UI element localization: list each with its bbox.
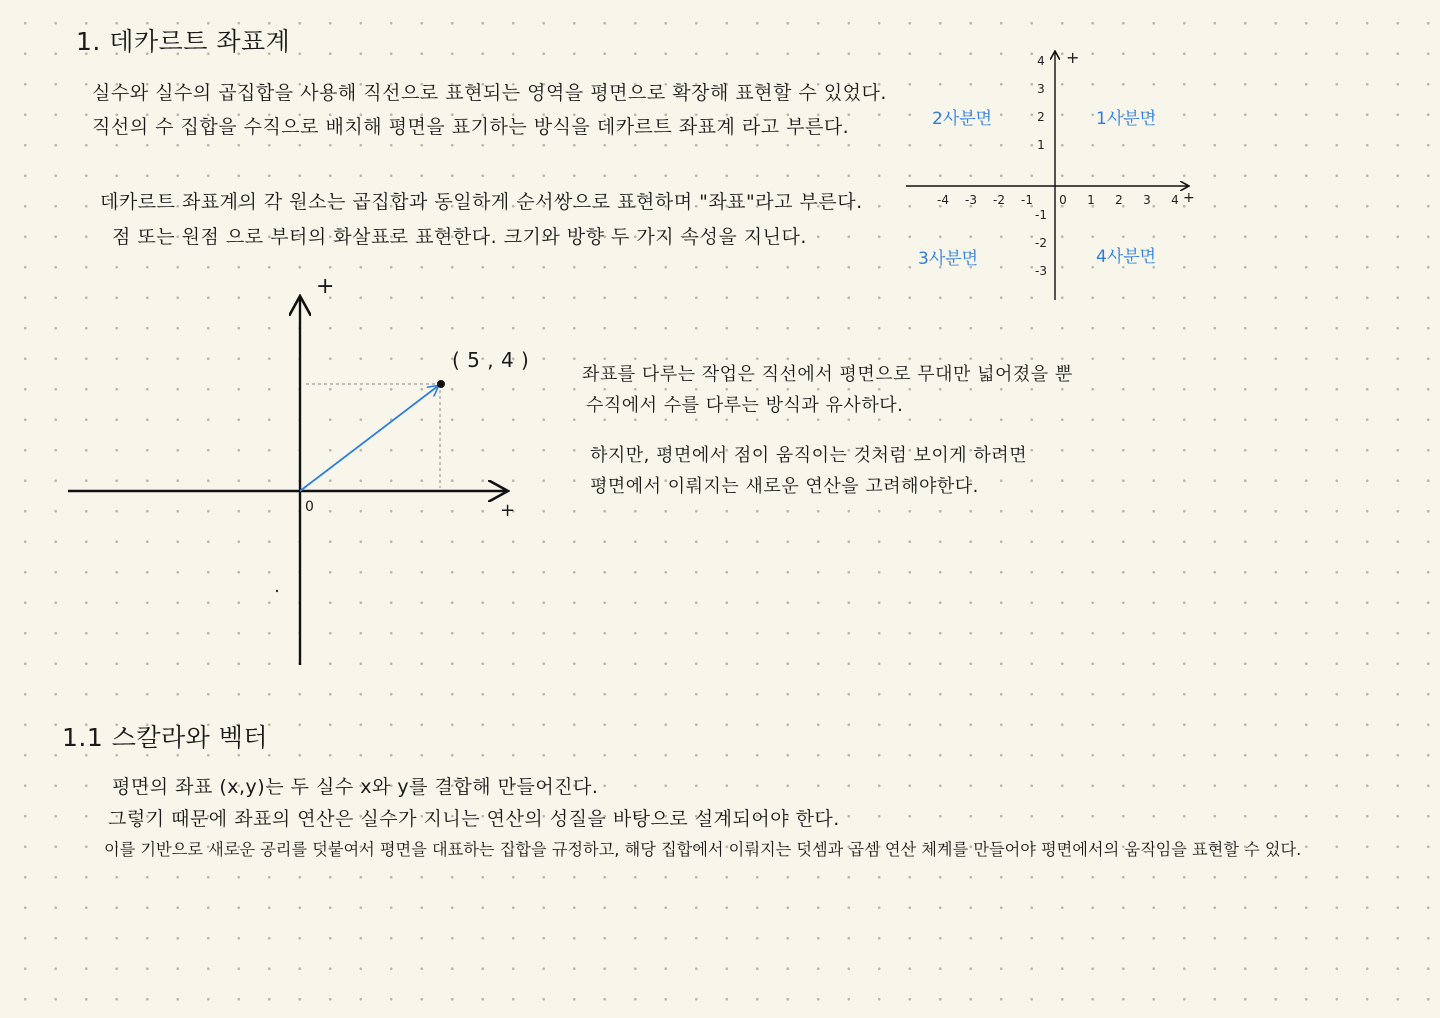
paragraph-line: 실수와 실수의 곱집합을 사용해 직선으로 표현되는 영역을 평면으로 확장해 표현할 수 있었다. xyxy=(92,82,887,104)
paragraph-line: 직선의 수 집합을 수직으로 배치해 평면을 표기하는 방식을 데카르트 좌표계 라고 부른다. xyxy=(92,116,850,138)
quadrant-2-label: 2사분면 xyxy=(932,109,993,129)
vector-y-axis-label: + xyxy=(316,274,335,299)
paragraph-line: 이를 기반으로 새로운 공리를 덧붙여서 평면을 대표하는 집합을 규정하고, 해당 집합에서 이뤄지는 덧셈과 곱셈 연산 체계를 만들어야 평면에서의 움직임을 표현할 수 있다. xyxy=(104,840,1302,859)
y-tick-label: -1 xyxy=(1035,208,1047,222)
x-tick-label: 3 xyxy=(1143,193,1151,207)
vector-x-axis-label: + xyxy=(500,500,516,521)
quadrant-3-label: 3사분면 xyxy=(918,249,979,269)
x-tick-label: 0 xyxy=(1059,193,1067,207)
y-axis-label: + xyxy=(1066,48,1080,67)
x-tick-label: -3 xyxy=(965,193,977,207)
x-tick-label: 2 xyxy=(1115,193,1123,207)
y-tick-label: 1 xyxy=(1037,138,1045,152)
quadrant-4-label: 4사분면 xyxy=(1096,247,1157,267)
paragraph-line: 데카르트 좌표계의 각 원소는 곱집합과 동일하게 순서쌍으로 표현하며 "좌표"라고 부른다. xyxy=(100,191,863,213)
stray-dot xyxy=(276,590,278,592)
point-label: ( 5 , 4 ) xyxy=(452,348,530,372)
vector-arrow xyxy=(300,386,438,491)
x-tick-label: -4 xyxy=(937,193,949,207)
y-tick-label: 2 xyxy=(1037,110,1045,124)
note-line: 수직에서 수를 다루는 방식과 유사하다. xyxy=(586,395,904,416)
x-axis-label: + xyxy=(1183,190,1196,206)
paragraph-line: 평면의 좌표 (x,y)는 두 실수 x와 y를 결합해 만들어진다. xyxy=(112,776,599,798)
section-heading: 1.1 스칼라와 벡터 xyxy=(62,723,269,752)
origin-label: 0 xyxy=(305,499,315,515)
section-heading: 1. 데카르트 좌표계 xyxy=(76,27,291,56)
paragraph-line: 그렇기 때문에 좌표의 연산은 실수가 지니는 연산의 성질을 바탕으로 설계되어야 한다. xyxy=(108,808,840,830)
quadrant-1-label: 1사분면 xyxy=(1096,109,1157,129)
x-tick-label: 4 xyxy=(1171,193,1179,207)
paragraph-line: 점 또는 원점 으로 부터의 화살표로 표현한다. 크기와 방향 두 가지 속성을 지닌다. xyxy=(112,226,807,248)
note-line: 좌표를 다루는 작업은 직선에서 평면으로 무대만 넓어졌을 뿐 xyxy=(582,364,1073,385)
vector-endpoint xyxy=(437,380,445,388)
x-tick-label: -1 xyxy=(1021,193,1033,207)
x-tick-label: -2 xyxy=(993,193,1005,207)
x-tick-label: 1 xyxy=(1087,193,1095,207)
y-tick-label: 3 xyxy=(1037,82,1045,96)
note-line: 하지만, 평면에서 점이 움직이는 것처럼 보이게 하려면 xyxy=(590,445,1028,466)
note-line: 평면에서 이뤄지는 새로운 연산을 고려해야한다. xyxy=(590,476,979,497)
y-tick-label: 4 xyxy=(1037,54,1045,68)
y-tick-label: -2 xyxy=(1035,236,1047,250)
y-tick-label: -3 xyxy=(1035,264,1047,278)
